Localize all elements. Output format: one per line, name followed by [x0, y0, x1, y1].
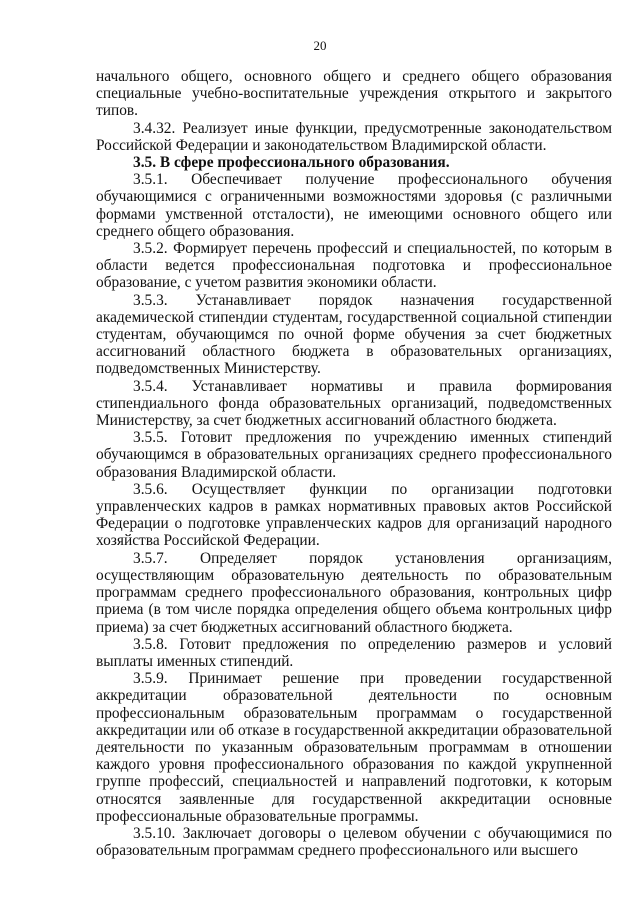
paragraph-3-5-5: 3.5.5. Готовит предложения по учреждению именных стипендий обучающимся в образовательных организациях среднего профессионального образования Владимирской области.	[96, 429, 612, 481]
paragraph-3-5-4: 3.5.4. Устанавливает нормативы и правила формирования стипендиального фонда образовательных организаций, подведомственных Министерству, за счет бюджетных ассигнований областного бюджета.	[96, 377, 612, 430]
paragraph-3-5-1: 3.5.1. Обеспечивает получение профессионального обучения обучающимися с ограниченными возможностями здоровья (с различными формами умственной отсталости), не имеющими основного общего или среднего общего образования.	[96, 171, 612, 240]
paragraph-3-5-7: 3.5.7. Определяет порядок установления организациям, осуществляющим образовательную деятельность по образовательным программам среднего профессионального образования, контрольных цифр приема (в том числе порядка определения общего объема контрольных цифр приема) за счет бюджетных ассигнований областного бюджета.	[96, 549, 612, 636]
paragraph-3-4-32: 3.4.32. Реализует иные функции, предусмотренные законодательством Российской Федерации и законодательством Владимирской области.	[96, 119, 612, 154]
paragraph-continuation: начального общего, основного общего и среднего общего образования специальные учебно-воспитательные учреждения открытого и закрытого типов.	[96, 68, 612, 120]
paragraph-3-5-6: 3.5.6. Осуществляет функции по организации подготовки управленческих кадров в рамках нормативных правовых актов Российской Федерации о подготовке управленческих кадров для организаций народного хозяйства Российской Федерации.	[96, 480, 612, 550]
page-number: 20	[313, 38, 327, 53]
section-heading-3-5: 3.5. В сфере профессионального образования.	[133, 154, 450, 172]
paragraph-3-5-9: 3.5.9. Принимает решение при проведении государственной аккредитации образовательной деятельности по основным профессиональным образовательным программам о государственной аккредитации или об отказе в государственной аккредитации образовательной деятельности по указанным образовательным программам в отношении каждого уровня профессионального образования по каждой укрупненной группе профессий, специальностей и направлений подготовки, к которым относятся заявленные для государственной аккредитации основные профессиональные образовательные программы.	[96, 670, 612, 825]
paragraph-3-5-3: 3.5.3. Устанавливает порядок назначения государственной академической стипендии студентам, государственной социальной стипендии студентам, обучающимся по очной форме обучения за счет бюджетных ассигнований областного бюджета в образовательных организациях, подведомственных Министерству.	[96, 291, 612, 378]
paragraph-3-5-2: 3.5.2. Формирует перечень профессий и специальностей, по которым в области ведется профессиональная подготовка и профессиональное образование, с учетом развития экономики области.	[96, 240, 612, 292]
paragraph-3-5-10: 3.5.10. Заключает договоры о целевом обучении с обучающимися по образовательным программам среднего профессионального или высшего	[96, 824, 612, 860]
paragraph-3-5-8: 3.5.8. Готовит предложения по определению размеров и условий выплаты именных стипендий.	[96, 635, 612, 670]
